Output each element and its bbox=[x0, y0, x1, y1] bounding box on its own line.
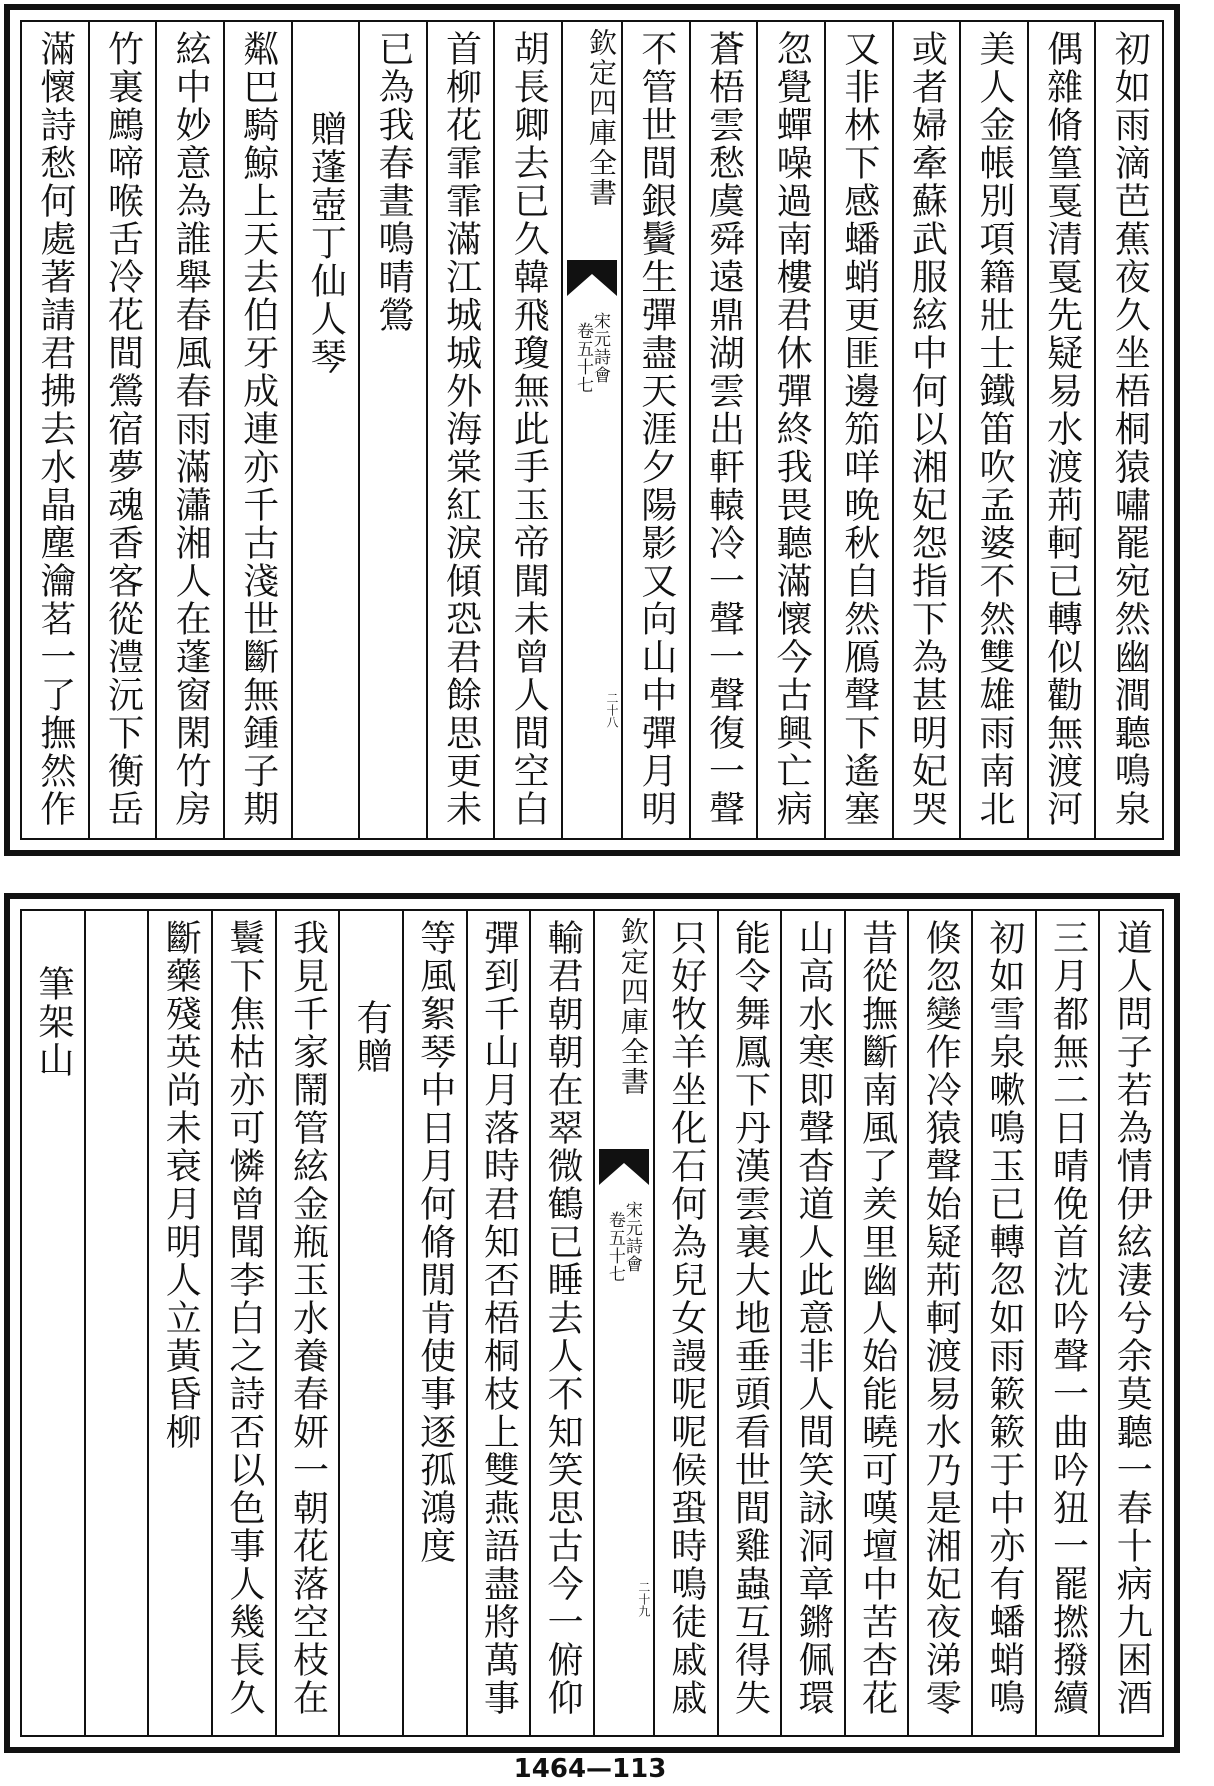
folio-number: 二十九 bbox=[636, 1581, 651, 1617]
upper-page-grid bbox=[20, 20, 1164, 840]
lower-page bbox=[4, 893, 1180, 1753]
text-column: 粼巴騎鯨上天去伯牙成連亦千古淺世斷無鍾子期 bbox=[223, 22, 291, 838]
text-column: 初如雪泉嗽鳴玉已轉忽如雨簌簌于中亦有蟠蛸鳴 bbox=[971, 911, 1035, 1735]
text-column: 初如雨滴芭蕉夜久坐梧桐猿嘯罷宛然幽澗聽鳴泉 bbox=[1094, 22, 1162, 838]
text-column: 或者婦牽蘇武服絃中何以湘妃怨指下為甚明妃哭 bbox=[892, 22, 960, 838]
text-column: 只好牧羊坐化石何為兒女謾呢呢候蛩時鳴徒戚戚 bbox=[653, 911, 717, 1735]
book-title: 欽定四庫全書 bbox=[585, 28, 618, 208]
lower-page-grid bbox=[20, 909, 1164, 1737]
text-column: 絃中妙意為誰舉春風春雨滿瀟湘人在蓬窗閑竹房 bbox=[155, 22, 223, 838]
text-column: 等風絮琴中日月何脩閒肯使事逐孤鴻度 bbox=[402, 911, 466, 1735]
text-column: 能令舞鳳下丹漢雲裏大地垂頭看世間雞蟲互得失 bbox=[717, 911, 781, 1735]
text-column: 我見千家鬧管絃金瓶玉水養春妍一朝花落空枝在 bbox=[275, 911, 339, 1735]
upper-page bbox=[4, 4, 1180, 856]
text-column: 三月都無二日晴俛首沈吟聲一曲吟狃一罷撚撥續 bbox=[1035, 911, 1099, 1735]
volume-number: 卷五十七 bbox=[573, 322, 593, 394]
text-column: 不管世間銀鬢生彈盡天涯夕陽影又向山中彈月明 bbox=[621, 22, 689, 838]
text-column: 竹裏鷓啼喉舌冷花間鶯宿夢魂香客從澧沅下衡岳 bbox=[88, 22, 156, 838]
fish-tail-mark bbox=[599, 1149, 649, 1185]
text-column: 昔從撫斷南風了羑里幽人始能曉可嘆壇中苦杏花 bbox=[844, 911, 908, 1735]
poem-title: 筆架山 bbox=[32, 965, 74, 1079]
text-column: 忽覺蟬噪過南樓君休彈終我畏聽滿懷今古興亡病 bbox=[756, 22, 824, 838]
text-column: 輸君朝朝在翠微鶴已睡去人不知笑思古今一俯仰 bbox=[529, 911, 593, 1735]
text-column: 彈到千山月落時君知否梧桐枝上雙燕語盡將萬事 bbox=[466, 911, 530, 1735]
text-column: 山高水寒即聲杳道人此意非人間笑詠洞章鏘佩環 bbox=[780, 911, 844, 1735]
text-column: 倏忽變作冷猿聲始疑荊軻渡易水乃是湘妃夜涕零 bbox=[907, 911, 971, 1735]
center-fold bbox=[593, 911, 653, 1735]
text-column: 斷藥殘英尚未衰月明人立黃昏柳 bbox=[147, 911, 211, 1735]
text-column: 首柳花霏霏滿江城城外海棠紅淚傾恐君餘思更未 bbox=[426, 22, 494, 838]
text-column: 蒼梧雲愁虞舜遠鼎湖雲出軒轅冷一聲一聲復一聲 bbox=[689, 22, 757, 838]
text-column: 滿懷詩愁何處著請君拂去水晶塵瀹茗一了撫然作 bbox=[34, 30, 76, 828]
collection-title: 宋元詩會 bbox=[590, 312, 610, 384]
volume-number: 卷五十七 bbox=[604, 1211, 625, 1283]
text-column: 又非林下感蟠蛸更匪邊笳咩晚秋自然鴈聲下遙塞 bbox=[824, 22, 892, 838]
page-number: 1464—113 bbox=[513, 1754, 667, 1784]
text-column bbox=[84, 911, 148, 1735]
text-column: 道人問子若為情伊絃淒兮余莫聽一春十病九困酒 bbox=[1098, 911, 1162, 1735]
book-title: 欽定四庫全書 bbox=[616, 917, 650, 1097]
text-column: 偶雜脩篁戛清戛先疑易水渡荊軻已轉似勸無渡河 bbox=[1027, 22, 1095, 838]
collection-title: 宋元詩會 bbox=[621, 1201, 642, 1273]
text-column: 已為我春晝鳴晴鶯 bbox=[358, 22, 426, 838]
poem-title: 贈蓬壺丁仙人琴 bbox=[291, 22, 359, 838]
text-column: 鬟下焦枯亦可憐曾聞李白之詩否以色事人幾長久 bbox=[211, 911, 275, 1735]
center-fold bbox=[561, 22, 621, 838]
text-column: 胡長卿去已久韓飛瓊無此手玉帝聞未曾人間空白 bbox=[493, 22, 561, 838]
text-column: 美人金帳別項籍壯士鐵笛吹孟婆不然雙雄雨南北 bbox=[959, 22, 1027, 838]
poem-title: 有贈 bbox=[338, 911, 402, 1735]
folio-number: 二十八 bbox=[605, 692, 619, 728]
fish-tail-mark bbox=[567, 260, 617, 296]
